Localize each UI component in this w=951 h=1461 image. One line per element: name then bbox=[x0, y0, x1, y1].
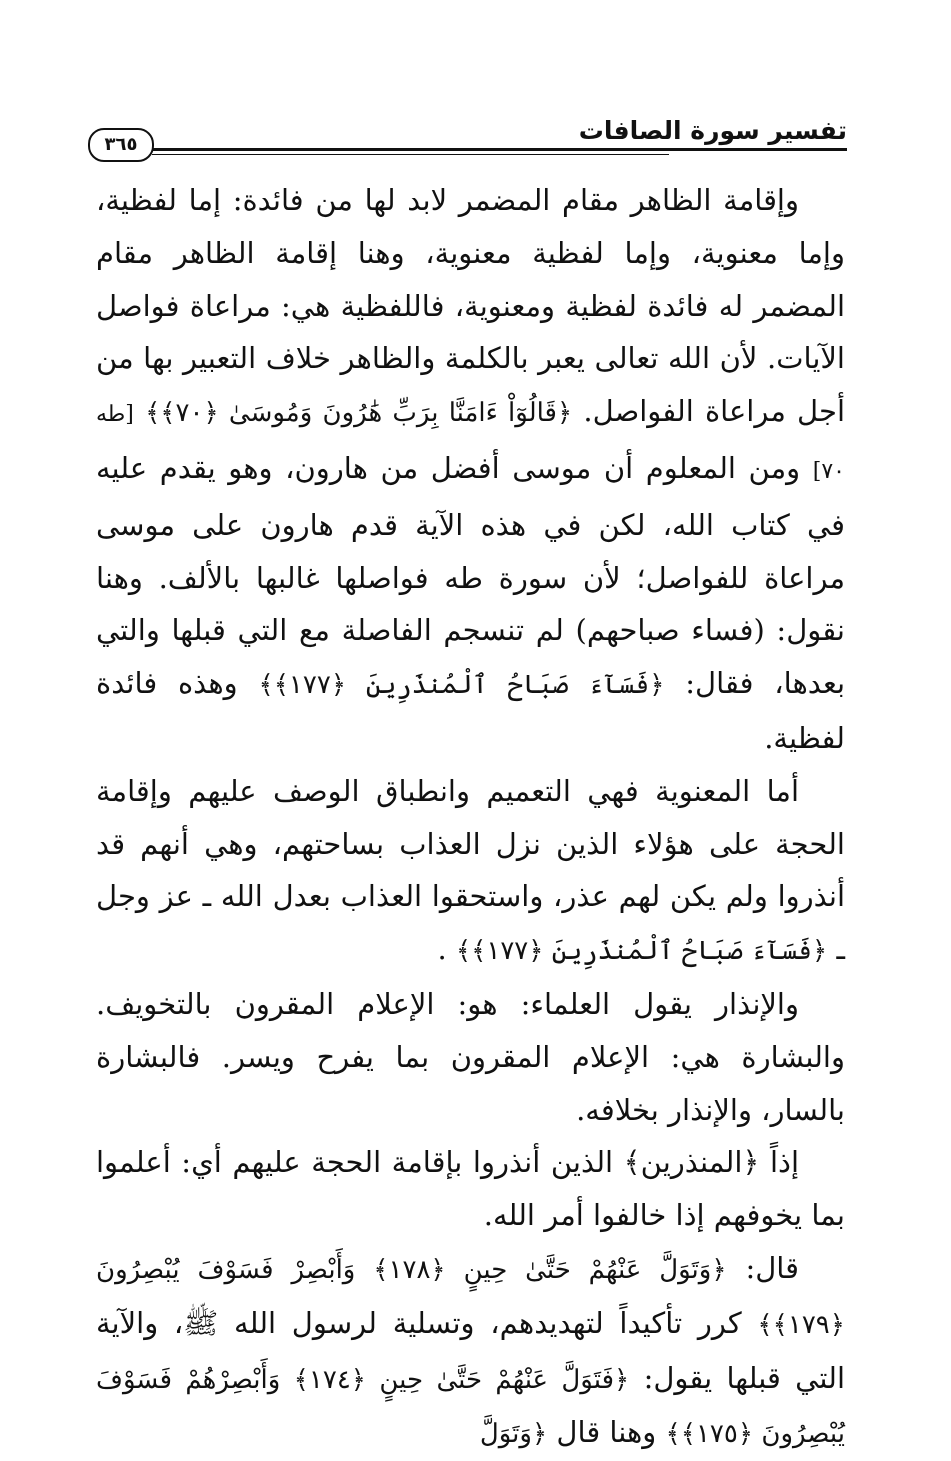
quran-verse: ﴿وَتَوَلَّ عَنْهُمْ حَتَّىٰ حِينٍ ﴿١٧٨﴾ وَأَبْصِرْ فَسَوْفَ يُبْصِرُونَ ﴿١٧٩﴾﴾ bbox=[96, 1254, 845, 1340]
paragraph-text: أما المعنوية فهي التعميم وانطباق الوصف عليهم وإقامة الحجة على هؤلاء الذين نزل العذاب بساحتهم، وهي أنهم قد أنذروا ولم يكن لهم عذر، واستحقوا العذاب بعدل الله ـ عز وجل ـ bbox=[96, 773, 845, 967]
page-body bbox=[96, 174, 845, 1461]
paragraph-text: وهنا قال bbox=[556, 1415, 657, 1450]
paragraph-text: وهذه فائدة لفظية. bbox=[96, 666, 845, 755]
quran-verse: ﴿فَسَآءَ صَبَاحُ ٱلْمُنذَرِينَ ﴿١٧٧﴾﴾ bbox=[258, 670, 665, 701]
header-rule-thin bbox=[152, 154, 669, 155]
paragraph-warning bbox=[96, 978, 845, 1136]
paragraph-text: ومن المعلوم أن موسى أفضل من هارون، وهو يقدم عليه في كتاب الله، لكن في هذه الآية قدم هارون على موسى مراعاة للفواصل؛ لأن سورة طه فواصلها غالبها بالألف. وهنا نقول: (فساء صباحهم) لم تنسجم الفاصلة مع التي قبلها والتي بعدها، فقال: bbox=[96, 450, 846, 701]
quran-verse: ﴿فَتَوَلَّ عَنْهُمْ حَتَّىٰ حِينٍ ﴿١٧٤﴾ وَأَبْصِرْهُمْ فَسَوْفَ يُبْصِرُونَ ﴿١٧٥﴾﴾ bbox=[96, 1364, 845, 1450]
paragraph-rhetoric bbox=[96, 174, 845, 765]
paragraph-text: والإنذار يقول العلماء: هو: الإعلام المقرون بالتخويف. والبشارة هي: الإعلام المقرون بما يفرح ويسر. فالبشارة بالسار، والإنذار بخلافه. bbox=[96, 986, 845, 1127]
running-header bbox=[88, 104, 847, 162]
paragraph-meaning bbox=[96, 765, 845, 978]
quran-verse: ﴿وَتَوَلَّ bbox=[479, 1419, 548, 1450]
paragraph-warned bbox=[96, 1136, 845, 1242]
quran-verse: ﴿قَالُوٓاْ ءَامَنَّا بِرَبِّ هَٰرُونَ وَمُوسَىٰ ﴿٧٠﴾﴾ bbox=[145, 398, 573, 429]
paragraph-text: إذاً ﴿المنذرين﴾ الذين أنذروا بإقامة الحجة عليهم أي: أعلموا بما يخوفهم إذا خالفوا أمر الله. bbox=[96, 1145, 845, 1233]
page-number-badge: ٣٦٥ bbox=[88, 128, 154, 162]
paragraph-turn-away bbox=[96, 1242, 845, 1461]
verse-reference: [طه ٧٠] bbox=[96, 402, 845, 484]
page-header-title: تفسير سورة الصافات bbox=[578, 116, 847, 145]
paragraph-text: وإقامة الظاهر مقام المضمر لابد لها من فائدة: إما لفظية، وإما معنوية، وإما لفظية معنوية، وهنا إقامة الظاهر مقام المضمر له فائدة لفظية ومعنوية، فاللفظية هي: مراعاة فواصل الآيات. لأن الله تعالى يعبر بالكلمة والظاهر خلاف التعبير بها من أجل مراعاة الفواصل. bbox=[96, 183, 846, 429]
paragraph-text: كرر تأكيداً لتهديدهم، وتسلية لرسول الله ﷺ، والآية التي قبلها يقول: bbox=[96, 1305, 846, 1395]
header-rule bbox=[152, 148, 847, 151]
quran-verse: ﴿فَسَآءَ صَبَاحُ ٱلْمُنذَرِينَ ﴿١٧٧﴾﴾ bbox=[455, 936, 828, 967]
paragraph-text: قال: bbox=[745, 1250, 800, 1285]
paragraph-text: . bbox=[437, 932, 447, 967]
